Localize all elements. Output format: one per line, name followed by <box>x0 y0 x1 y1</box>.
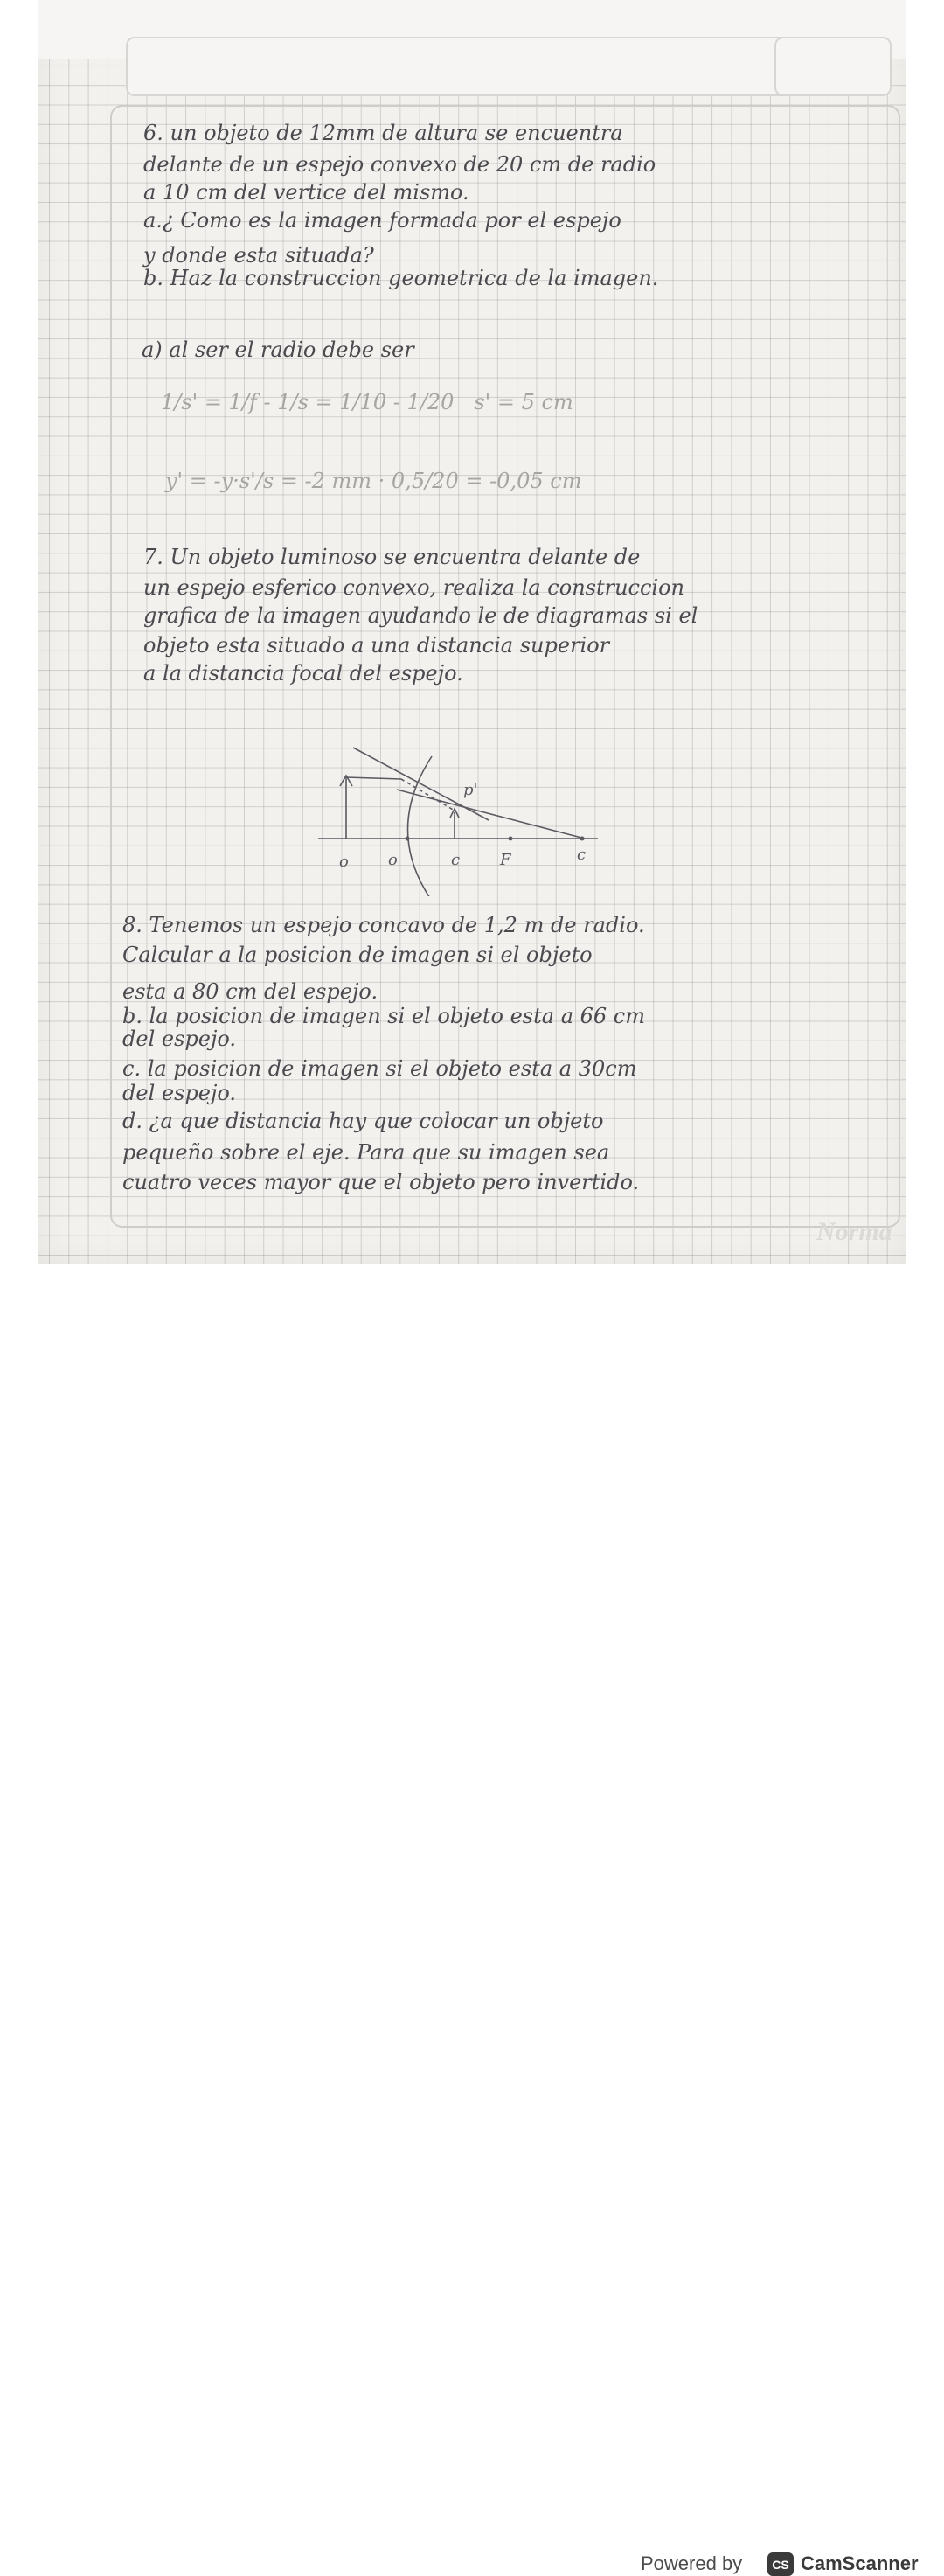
problem6-line: delante de un espejo convexo de 20 cm de radio <box>143 152 656 177</box>
problem6-formula-1: 1/s' = 1/f - 1/s = 1/10 - 1/20 s' = 5 cm <box>161 390 573 414</box>
problem6-line: b. Haz la construccion geometrica de la imagen. <box>143 266 659 290</box>
problem6-line: a.¿ Como es la imagen formada por el espejo <box>143 208 621 233</box>
problem6-line: 6. un objeto de 12mm de altura se encuentra <box>143 121 623 145</box>
problem8-line: cuatro veces mayor que el objeto pero invertido. <box>122 1170 640 1194</box>
label-o2: o <box>388 851 398 869</box>
problem6-answer: a) al ser el radio debe ser <box>142 338 414 362</box>
vertex-point <box>406 837 410 841</box>
problem7-line: 7. Un objeto luminoso se encuentra delante de <box>143 545 641 569</box>
problem6-formula-2: y' = -y·s'/s = -2 mm · 0,5/20 = -0,05 cm <box>165 469 582 493</box>
notebook-page <box>38 0 906 1264</box>
problem7-line: un espejo esferico convexo, realiza la construccion <box>143 575 685 600</box>
label-f: F <box>500 851 511 869</box>
header-box <box>126 37 811 96</box>
problem8-line: b. la posicion de imagen si el objeto esta a 66 cm <box>122 1004 645 1028</box>
header-date-box <box>774 37 892 96</box>
problem6-line: a 10 cm del vertice del mismo. <box>143 180 469 205</box>
scanner-footer <box>0 1264 944 2574</box>
problem8-line: del espejo. <box>122 1081 237 1105</box>
dashed-extension <box>401 779 455 811</box>
convex-mirror-arc <box>408 756 433 896</box>
problem7-line: a la distancia focal del espejo. <box>143 661 463 686</box>
problem8-line: del espejo. <box>122 1027 237 1051</box>
problem7-line: objeto esta situado a una distancia superior <box>143 633 610 658</box>
label-o1: o <box>339 853 349 871</box>
problem8-line: c. la posicion de imagen si el objeto esta a 30cm <box>122 1056 637 1081</box>
problem8-line: pequeño sobre el eje. Para que su imagen sea <box>122 1140 610 1165</box>
label-c2: c <box>577 846 587 864</box>
camscanner-name: CamScanner <box>801 2552 919 2574</box>
problem6-line: y donde esta situada? <box>143 243 374 268</box>
label-c: c <box>451 851 461 869</box>
problem8-line: d. ¿a que distancia hay que colocar un objeto <box>122 1109 604 1133</box>
notebook-brand-logo: Norma <box>816 1217 892 1246</box>
incident-ray-parallel <box>346 777 401 779</box>
mirror-ray-diagram <box>301 721 615 896</box>
problem7-line: grafica de la imagen ayudando le de diagramas si el <box>143 603 698 628</box>
powered-by-text: Powered by <box>641 2552 743 2574</box>
scan-edge <box>0 0 38 1264</box>
problem8-line: Calcular a la posicion de imagen si el objeto <box>122 943 593 967</box>
problem8-line: 8. Tenemos un espejo concavo de 1,2 m de radio. <box>122 913 645 937</box>
center-point <box>580 837 585 841</box>
problem8-line: esta a 80 cm del espejo. <box>122 979 378 1004</box>
camscanner-logo-icon: CS <box>767 2552 794 2576</box>
focus-point <box>509 837 513 841</box>
label-p-prime: p' <box>463 781 478 799</box>
reflected-ray <box>397 790 585 839</box>
